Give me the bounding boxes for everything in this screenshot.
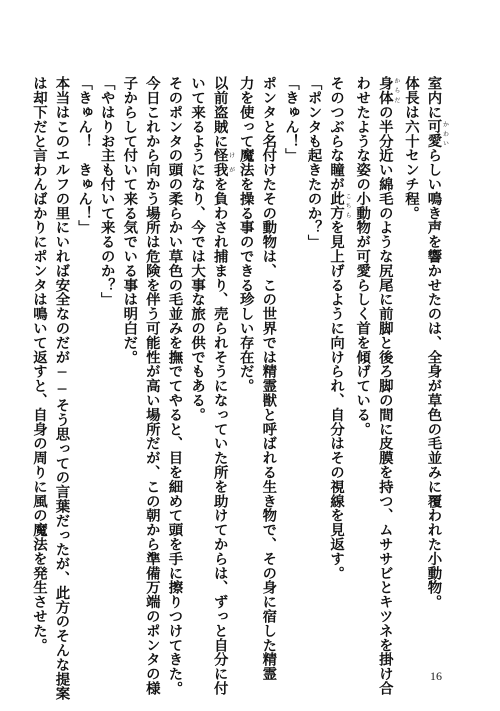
text-run: いて来るようになり、今では大事な旅の供でもある。 [189,76,207,422]
page-number: 16 [430,669,442,683]
text-line [325,76,351,656]
text-line [234,76,257,656]
text-line [95,76,118,656]
text-line [399,76,422,656]
text-line [279,76,302,656]
ruby-reading: からだ [392,76,400,105]
text-line [118,76,141,656]
ruby-base: 可愛 [425,119,443,149]
text-line [163,76,186,696]
text-line [373,76,400,696]
ruby-reading: かわい [441,119,449,149]
text-run: 本当はこのエルフの里にいれば安全なのだが──そう思っての言葉だったが、此方のそんな提案 [53,76,71,701]
ruby-annotation [211,148,235,177]
text-run: を見上げるように向けられ、自分はその視線を見返す。 [328,220,346,581]
text-run: は却下だと言わんばかりにポンタは鳴いて返すと、自身の周りに風の魔法を発生させた。 [30,76,48,652]
text-run: 室内に [425,76,443,120]
text-run: そのつぶらな瞳が [328,76,346,192]
text-run: を負わされ捕まり、売られそうになっていた所を助けてからは、ずっと自分に付 [211,176,229,696]
text-run: 体長は六十センチ程。 [402,76,420,220]
text-line [50,76,73,701]
text-line [27,76,50,656]
text-run: 「やはりお主も付いて来るのか？」 [98,76,116,307]
text-line [140,76,163,696]
text-line [422,76,448,656]
text-run: わせたような姿の小動物が可愛らしく首を傾げている。 [354,76,372,436]
text-line [351,76,374,656]
text-run: 「きゅん！ きゅん！」 [76,76,94,235]
text-run: らしい鳴き声を響かせたのは、全身が草色の毛並みに覆われた小動物。 [425,148,443,609]
text-run: 「ポンタも起きたのか？」 [305,76,323,249]
text-run: の半分近い綿毛のような尻尾に前脚と後ろ脚の間に皮膜を持つ、ムササビとキツネを掛け合 [376,104,394,696]
ruby-reading: けが [227,148,235,177]
ruby-base: 身体 [376,76,394,105]
text-line [208,76,235,696]
text-line [185,76,208,656]
text-run: 「きゅん！」 [282,76,300,163]
text-run: 力を使って魔法を操る事のできる珍しい存在だ。 [237,76,255,393]
text-line [257,76,280,681]
text-line [302,76,325,656]
ruby-base: 此方 [328,191,346,221]
text-run: ポンタと名付けたその動物は、この世界では精霊獣と呼ばれる生き物で、その身に宿した精霊 [260,76,278,681]
ruby-annotation [425,119,449,149]
text-run: そのポンタの頭の柔らかい草色の毛並みを撫でてやると、目を細めて頭を手に擦りつけてきた。 [166,76,184,696]
ruby-reading: こちら [344,191,352,221]
text-run: 子からして付いて来る気でいる事は明白だ。 [121,76,139,364]
ruby-annotation [328,191,352,221]
ruby-base: 怪我 [211,148,229,177]
text-run: 今日これから向かう場所は危険を伴う可能性が高い場所だが、この朝から準備万端のポンタの様 [143,76,161,696]
text-run: 以前盗賊に [211,76,229,148]
text-line [73,76,96,656]
ruby-annotation [376,76,400,105]
